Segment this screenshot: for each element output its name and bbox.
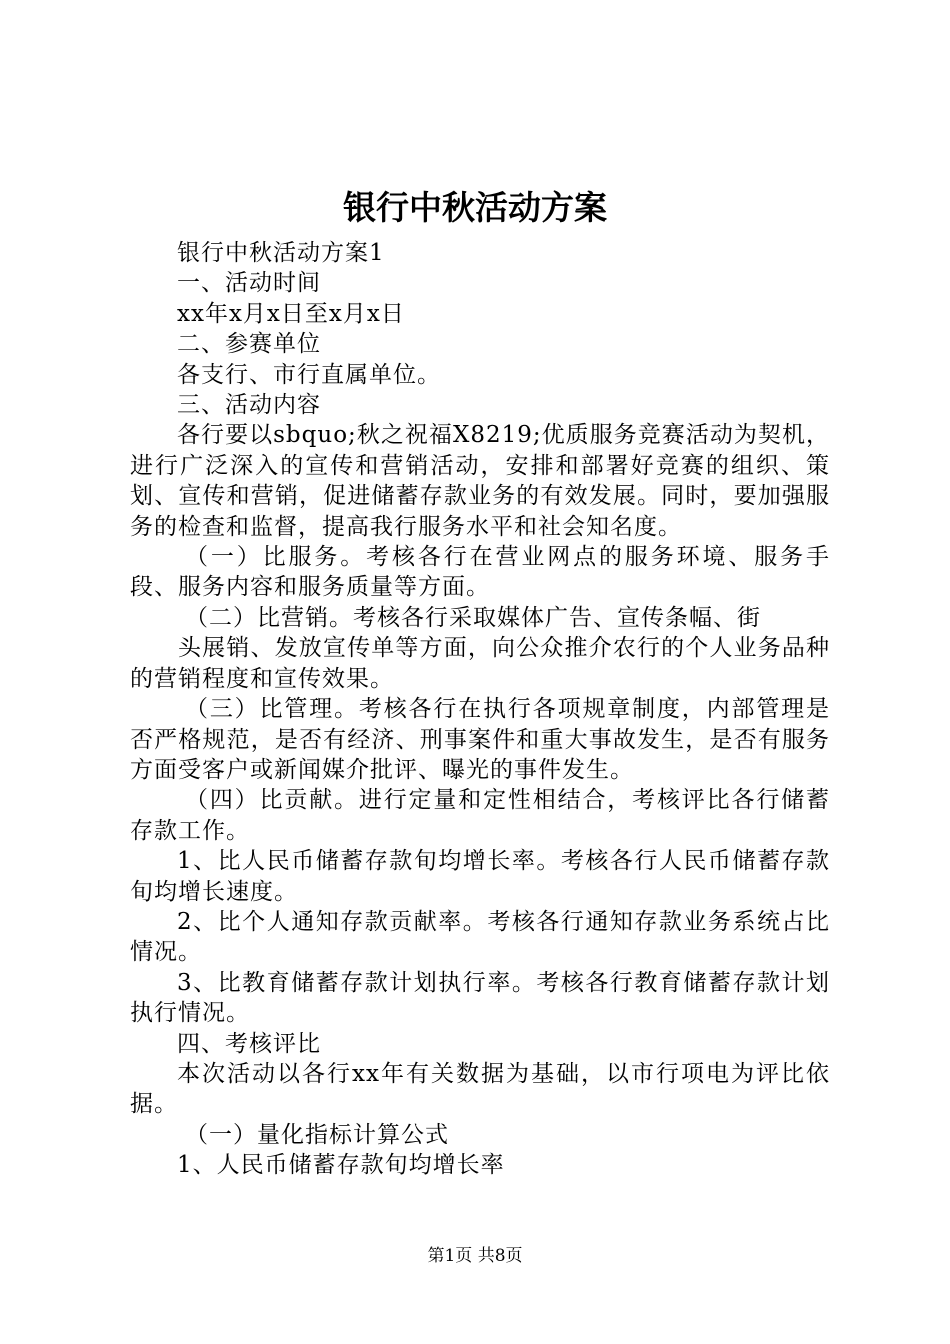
- paragraph-formula-item-1: 1、人民币储蓄存款旬均增长率: [177, 1152, 505, 1179]
- paragraph-compare-service: （一）比服务。考核各行在营业网点的服务环境、服务手段、服务内容和服务质量等方面。: [130, 544, 830, 601]
- paragraph-compare-marketing: （二）比营销。考核各行采取媒体广告、宣传条幅、街: [185, 604, 761, 631]
- document-title: 银行中秋活动方案: [343, 188, 607, 227]
- paragraph-evaluation-basis: 本次活动以各行xx年有关数据为基础，以市行项电为评比依据。: [130, 1060, 830, 1118]
- page-number: 第1页 共8页: [427, 1246, 523, 1266]
- document-body: [130, 238, 830, 1181]
- heading-participants: 二、参赛单位: [177, 331, 321, 358]
- paragraph-activity-date: xx年x月x日至x月x日: [177, 300, 405, 327]
- paragraph-compare-management: （三）比管理。考核各行在执行各项规章制度，内部管理是否严格规范，是否有经济、刑事案件和重大事故发生，是否有服务方面受客户或新闻媒介批评、曝光的事件发生。: [130, 696, 830, 783]
- heading-activity-time: 一、活动时间: [177, 270, 321, 297]
- paragraph-item-2: 2、比个人通知存款贡献率。考核各行通知存款业务系统占比情况。: [130, 908, 830, 966]
- paragraph-compare-contribution: （四）比贡献。进行定量和定性相结合，考核评比各行储蓄存款工作。: [130, 787, 830, 844]
- heading-evaluation: 四、考核评比: [177, 1030, 321, 1057]
- heading-formula: （一）量化指标计算公式: [185, 1121, 449, 1148]
- paragraph-item-1: 1、比人民币储蓄存款旬均增长率。考核各行人民币储蓄存款旬均增长速度。: [130, 848, 830, 905]
- paragraph-item-3: 3、比教育储蓄存款计划执行率。考核各行教育储蓄存款计划执行情况。: [130, 969, 830, 1027]
- paragraph-subtitle: 银行中秋活动方案1: [177, 240, 385, 266]
- heading-activity-content: 三、活动内容: [177, 392, 321, 419]
- paragraph-content-intro: 各行要以sbquo;秋之祝福X8219;优质服务竞赛活动为契机，进行广泛深入的宣传和营销活动，安排和部署好竞赛的组织、策划、宣传和营销，促进储蓄存款业务的有效发展。同时，要加强服务的检查和监督，提高我行服务水平和社会知名度。: [130, 422, 830, 540]
- paragraph-participants: 各支行、市行直属单位。: [177, 361, 441, 388]
- paragraph-marketing-continued: 头展销、发放宣传单等方面，向公众推介农行的个人业务品种的营销程度和宣传效果。: [130, 635, 830, 692]
